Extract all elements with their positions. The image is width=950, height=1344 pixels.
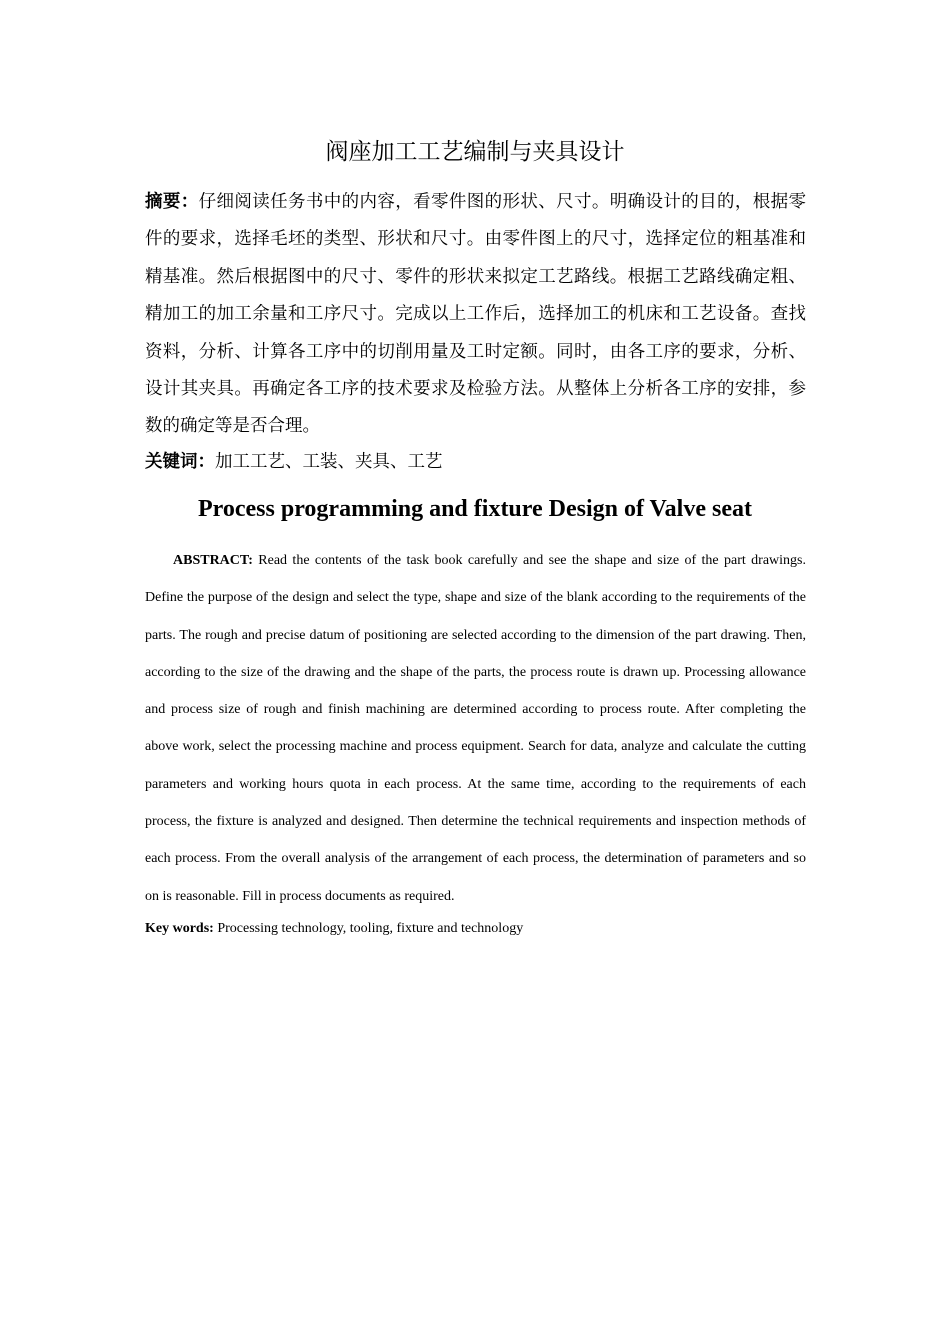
chinese-abstract-label: 摘要：	[145, 192, 199, 212]
chinese-keywords	[145, 444, 806, 481]
english-abstract-text: Read the contents of the task book carefully and see the shape and size of the part drawings. Define the purpose of the design and select the type, shape and size of the blank according to the requirements of the parts. The rough and precise datum of positioning are selected according to the dimension of the part drawing. Then, according to the size of the drawing and the shape of the parts, the process route is drawn up. Processing allowance and process size of rough and finish machining are determined according to process route. After completing the above work, select the processing machine and process equipment. Search for data, analyze and calculate the cutting parameters and working hours quota in each process. At the same time, according to the requirements of each process, the fixture is analyzed and designed. Then determine the technical requirements and inspection methods of each process. From the overall analysis of the arrangement of each process, the determination of parameters and so on is reasonable. Fill in process documents as required.	[145, 553, 806, 904]
chinese-title: 阀座加工工艺编制与夹具设计	[325, 139, 625, 165]
chinese-keywords-text: 加工工艺、工装、夹具、工艺	[215, 452, 443, 472]
english-abstract-label: ABSTRACT:	[173, 553, 253, 568]
chinese-abstract	[145, 184, 806, 446]
chinese-abstract-text: 仔细阅读任务书中的内容，看零件图的形状、尺寸。明确设计的目的，根据零件的要求，选择毛坯的类型、形状和尺寸。由零件图上的尺寸，选择定位的粗基准和精基准。然后根据图中的尺寸、零件的形状来拟定工艺路线。根据工艺路线确定粗、精加工的加工余量和工序尺寸。完成以上工作后，选择加工的机床和工艺设备。查找资料，分析、计算各工序中的切削用量及工时定额。同时，由各工序的要求，分析、设计其夹具。再确定各工序的技术要求及检验方法。从整体上分析各工序的安排，参数的确定等是否合理。	[145, 192, 806, 437]
english-title: Process programming and fixture Design of Valve seat	[198, 496, 752, 522]
english-keywords	[145, 917, 806, 941]
english-abstract	[145, 542, 806, 915]
english-keywords-label: Key words:	[145, 921, 214, 936]
chinese-keywords-label: 关键词：	[145, 452, 215, 472]
english-keywords-text: Processing technology, tooling, fixture and technology	[213, 921, 524, 936]
